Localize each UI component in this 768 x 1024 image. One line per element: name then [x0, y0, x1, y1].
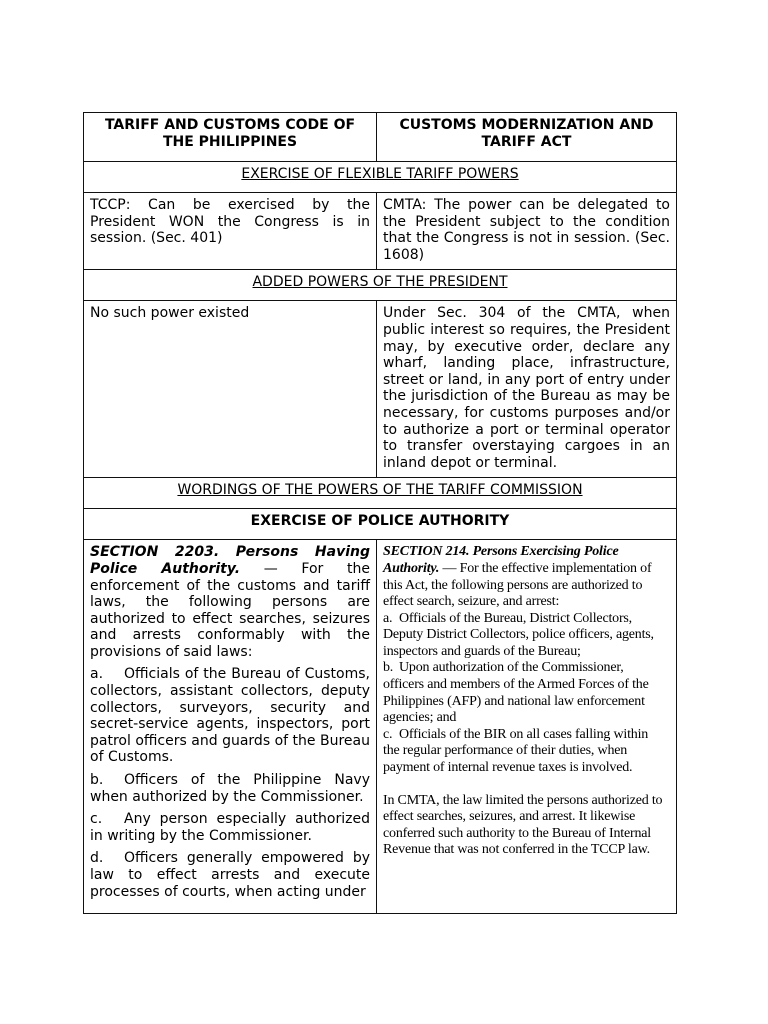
police-tccp-cell: [84, 540, 377, 914]
section-214-line: payment of internal revenue taxes is involved.: [383, 760, 633, 776]
flexible-tccp-cell: TCCP: Can be exercised by the President WON the Congress is in session. (Sec. 401): [84, 193, 377, 270]
added-powers-row: [84, 301, 677, 478]
header-cmta: CUSTOMS MODERNIZATION AND TARIFF ACT: [377, 113, 677, 162]
list-text: Upon authorization of the Commissioner,: [399, 660, 624, 676]
section-row-police: [84, 509, 677, 540]
section-row-added: [84, 270, 677, 301]
section-2203-title: SECTION 2203. Persons Having Police Authority.: [90, 544, 370, 577]
comparison-table: [83, 112, 677, 914]
section-214-text: — For the effective implementation of: [439, 560, 652, 576]
list-marker: c.: [383, 726, 393, 742]
flexible-cmta-cell: CMTA: The power can be delegated to the President subject to the condition that the Congress is not in session. (Sec. 1608): [377, 193, 677, 270]
list-text: Officials of the BIR on all cases falling within: [399, 726, 649, 742]
section-214-item-c: [383, 727, 670, 744]
added-tccp-cell: No such power existed: [84, 301, 377, 478]
list-item: [90, 772, 370, 805]
flexible-row: [84, 193, 677, 270]
list-marker: b.: [90, 772, 104, 789]
header-tccp: TARIFF AND CUSTOMS CODE OF THE PHILIPPINES: [84, 113, 377, 162]
list-item: [90, 811, 370, 844]
section-214-line: Deputy District Collectors, police officers, agents,: [383, 627, 654, 643]
list-text: Officials of the Bureau of Customs, collectors, assistant collectors, deputy collectors, surveyors, security and secret-service agents, inspectors, port patrol officers and guards of the Bureau of Customs.: [90, 666, 370, 766]
police-authority-row: [84, 540, 677, 914]
section-row-wordings: [84, 478, 677, 509]
list-item: [90, 666, 370, 766]
section-214-line: effect search, seizure, and arrest:: [383, 594, 560, 610]
cmta-note-line: In CMTA, the law limited the persons authorized to: [383, 792, 663, 808]
list-marker: d.: [90, 850, 104, 867]
section-heading-tariff-commission: WORDINGS OF THE POWERS OF THE TARIFF COMMISSION: [84, 478, 677, 509]
list-marker: a.: [383, 610, 393, 626]
added-cmta-cell: Under Sec. 304 of the CMTA, when public interest so requires, the President may, by executive order, declare any wharf, landing place, infrastructure, street or land, in any port of entry under the jurisdiction of the Bureau as may be necessary, for customs purposes and/or to authorize a port or terminal operator to transfer overstaying cargoes in an inland depot or terminal.: [377, 301, 677, 478]
section-214-line: the regular performance of their duties, when: [383, 743, 628, 759]
section-214-item-a: [383, 611, 670, 628]
list-marker: a.: [90, 666, 104, 683]
section-214-title-cont: Authority.: [383, 560, 440, 576]
spacer: [383, 777, 670, 793]
section-214-item-b: [383, 660, 670, 677]
section-214-line: Philippines (AFP) and national law enforcement: [383, 693, 645, 709]
section-2203-intro: [90, 544, 370, 660]
section-heading-flexible-tariff: EXERCISE OF FLEXIBLE TARIFF POWERS: [84, 162, 677, 193]
section-heading-added-powers: ADDED POWERS OF THE PRESIDENT: [84, 270, 677, 301]
list-marker: b.: [383, 660, 394, 676]
section-214-line: inspectors and guards of the Bureau;: [383, 643, 581, 659]
section-214-line: agencies; and: [383, 710, 457, 726]
section-214-line: this Act, the following persons are authorized to: [383, 577, 643, 593]
section-214-line: [383, 561, 670, 578]
section-2203-intro-text: — For the enforcement of the customs and tariff laws, the following persons are authorized to effect searches, seizures and arrests conformably with the provisions of said laws:: [90, 560, 370, 660]
list-item: [90, 850, 370, 900]
list-marker: c.: [90, 811, 103, 828]
header-row: [84, 113, 677, 162]
cmta-note-line: Revenue that was not conferred in the TCCP law.: [383, 842, 650, 858]
list-text: Officers generally empowered by law to effect arrests and execute processes of courts, when acting under: [90, 850, 370, 900]
list-text: Any person especially authorized in writing by the Commissioner.: [90, 811, 370, 844]
cmta-note-line: effect searches, seizures, and arrest. It likewise: [383, 809, 636, 825]
section-214-line: officers and members of the Armed Forces of the: [383, 677, 649, 693]
police-cmta-cell: [377, 540, 677, 914]
list-text: Officers of the Philippine Navy when authorized by the Commissioner.: [90, 772, 370, 805]
section-row-flexible: [84, 162, 677, 193]
cmta-note-line: conferred such authority to the Bureau of Internal: [383, 825, 651, 841]
section-214-title: SECTION 214. Persons Exercising Police: [383, 544, 619, 560]
section-heading-police-authority: EXERCISE OF POLICE AUTHORITY: [84, 509, 677, 540]
list-text: Officials of the Bureau, District Collectors,: [399, 610, 632, 626]
